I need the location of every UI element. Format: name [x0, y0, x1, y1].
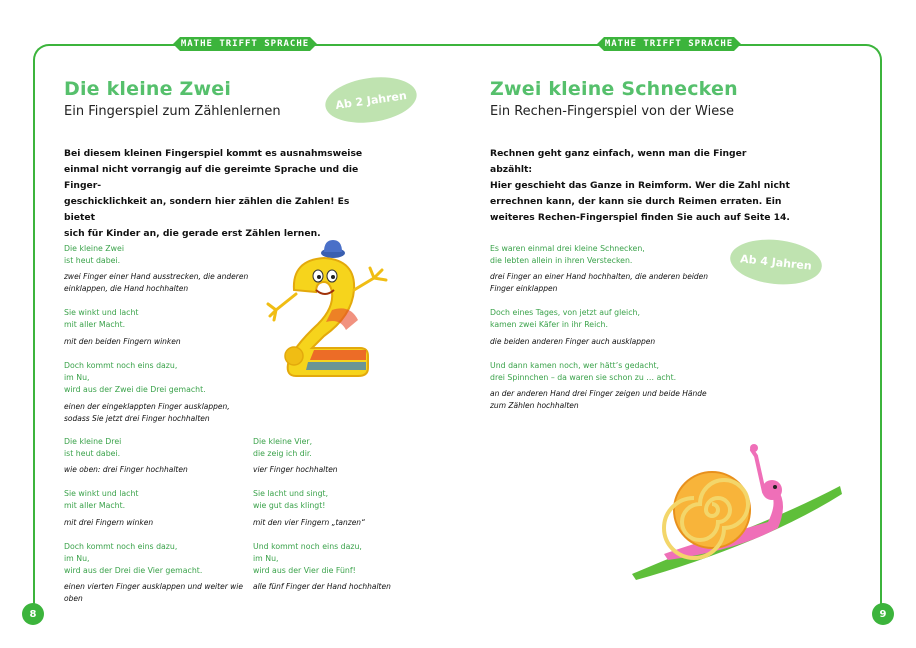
verse [253, 488, 328, 512]
verse [64, 360, 206, 396]
intro-line: errechnen kann, der kann sie durch Reimen erraten. Ein [490, 196, 782, 207]
section-banner-left: MATHE TRIFFT SPRACHE [180, 39, 310, 49]
section-banner-right: MATHE TRIFFT SPRACHE [604, 39, 734, 49]
verse-line: im Nu, [64, 554, 90, 563]
verse-line: mit aller Macht. [64, 320, 126, 329]
instruction-line: einen vierten Finger ausklappen und weiter wie [64, 582, 244, 591]
verse-line: Die kleine Zwei [64, 244, 124, 253]
instruction [253, 464, 338, 476]
intro-line: Rechnen geht ganz einfach, wenn man die Finger abzählt: [490, 148, 747, 175]
verse-line: mit aller Macht. [64, 501, 126, 510]
verse-line: Die kleine Drei [64, 437, 122, 446]
verse-line: kamen zwei Käfer in ihr Reich. [490, 320, 608, 329]
curl [285, 347, 303, 365]
instruction-line: zum Zählen hochhalten [490, 401, 579, 410]
instruction-line: einen der eingeklappten Finger ausklappen, [64, 402, 230, 411]
instruction-line: an der anderen Hand drei Finger zeigen und beide Hände [490, 389, 707, 398]
verse-line: wird aus der Zwei die Drei gemacht. [64, 385, 206, 394]
snail-eye [773, 485, 777, 489]
right-subtitle: Ein Rechen-Fingerspiel von der Wiese [490, 104, 735, 119]
intro-line: Bei diesem kleinen Fingerspiel kommt es ausnahmsweise [64, 148, 363, 159]
right-title: Zwei kleine Schnecken [490, 78, 738, 100]
verse-line: wie gut das klingt! [253, 501, 326, 510]
arm-right [354, 268, 386, 290]
verse-line: wird aus der Drei die Vier gemacht. [64, 566, 203, 575]
instruction-line: die beiden anderen Finger auch ausklappen [490, 337, 656, 346]
pupil-left [317, 275, 321, 279]
instruction-line: Finger einklappen [490, 284, 558, 293]
verse-line: die zeig ich dir. [253, 449, 312, 458]
verse-line: wird aus der Vier die Fünf! [253, 566, 356, 575]
instruction [64, 464, 188, 476]
verse [253, 541, 362, 577]
instruction [64, 517, 153, 529]
verse-line: Und dann kamen noch, wer hätt’s gedacht, [490, 361, 659, 370]
verse-line: ist heut dabei. [64, 449, 121, 458]
left-title: Die kleine Zwei [64, 78, 232, 100]
verse-line: Sie winkt und lacht [64, 489, 139, 498]
instruction [490, 388, 707, 412]
instruction-line: zwei Finger einer Hand ausstrecken, die anderen [64, 272, 249, 281]
verse-line: Sie winkt und lacht [64, 308, 139, 317]
instruction [490, 336, 655, 348]
instruction-line: wie oben: drei Finger hochhalten [64, 465, 188, 474]
instruction-line: einklappen, die Hand hochhalten [64, 284, 189, 293]
instruction [253, 581, 391, 593]
instruction [64, 401, 230, 425]
verse [490, 360, 676, 384]
snail-head [762, 480, 782, 500]
intro-line: Hier geschieht das Ganze in Reimform. Wer die Zahl nicht [490, 180, 790, 191]
verse-line: Doch kommt noch eins dazu, [64, 361, 178, 370]
stripe-red [310, 350, 366, 360]
intro-line: einmal nicht vorrangig auf die gereimte Sprache und die Finger- [64, 164, 359, 191]
verse [64, 488, 138, 512]
instruction-line: mit den beiden Fingern winken [64, 337, 181, 346]
verse [490, 307, 640, 331]
verse-line: im Nu, [64, 373, 90, 382]
instruction [64, 581, 243, 605]
instruction [253, 517, 365, 529]
verse [64, 307, 138, 331]
verse-line: Und kommt noch eins dazu, [253, 542, 362, 551]
page-number-left: 8 [22, 603, 44, 625]
verse [64, 243, 124, 267]
instruction-line: drei Finger an einer Hand hochhalten, die anderen beiden [490, 272, 709, 281]
verse [490, 243, 645, 267]
verse [64, 436, 121, 460]
instruction-line: oben [64, 594, 83, 603]
page-number-right: 9 [872, 603, 894, 625]
verse-line: Es waren einmal drei kleine Schnecken, [490, 244, 645, 253]
intro-line: weiteres Rechen-Fingerspiel finden Sie auch auf Seite 14. [490, 212, 790, 223]
instruction [64, 271, 248, 295]
instruction-line: mit drei Fingern winken [64, 518, 154, 527]
pupil-right [331, 275, 335, 279]
hat-top [324, 240, 342, 252]
verse-line: ist heut dabei. [64, 256, 121, 265]
left-intro [64, 146, 364, 242]
snail-eye-stalk [750, 444, 758, 452]
verse-line: Doch kommt noch eins dazu, [64, 542, 178, 551]
instruction [64, 336, 181, 348]
age-badge-right: Ab 4 Jahren [728, 235, 824, 288]
stripe-blue [306, 362, 366, 370]
verse-line: Sie lacht und singt, [253, 489, 329, 498]
intro-line: geschicklichkeit an, sondern hier zählen die Zahlen! Es bietet [64, 196, 350, 223]
age-badge-left: Ab 2 Jahren [322, 72, 419, 128]
verse-line: drei Spinnchen – da waren sie schon zu … acht. [490, 373, 677, 382]
instruction-line: sodass Sie jetzt drei Finger hochhalten [64, 414, 210, 423]
arm-left [268, 294, 296, 320]
intro-line: sich für Kinder an, die gerade erst Zählen lernen. [64, 228, 321, 239]
verse-line: im Nu, [253, 554, 279, 563]
snail-neck [752, 450, 764, 492]
right-intro [490, 146, 790, 226]
instruction [490, 271, 708, 295]
left-subtitle: Ein Fingerspiel zum Zählenlernen [64, 104, 281, 119]
instruction-line: mit den vier Fingern „tanzen“ [253, 518, 365, 527]
verse-line: Doch eines Tages, von jetzt auf gleich, [490, 308, 640, 317]
snail-illustration [628, 432, 846, 582]
verse [64, 541, 202, 577]
verse-line: Die kleine Vier, [253, 437, 313, 446]
verse [253, 436, 312, 460]
instruction-line: alle fünf Finger der Hand hochhalten [253, 582, 391, 591]
instruction-line: vier Finger hochhalten [253, 465, 338, 474]
verse-line: die lebten allein in ihren Verstecken. [490, 256, 633, 265]
number-two-illustration [262, 238, 394, 380]
